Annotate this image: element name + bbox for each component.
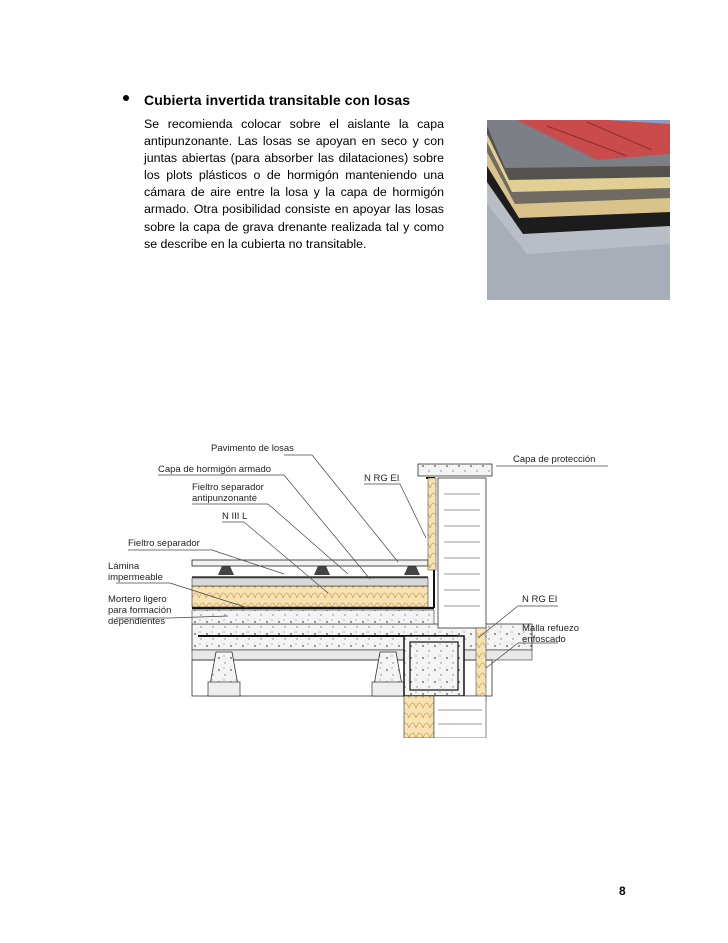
label-nrgei-top: N RG EI [364,473,400,484]
label-fieltro-anti-1: Fieltro separador [192,482,264,493]
label-mortero-1: Mortero ligero [108,594,167,605]
label-fieltro-sep: Fieltro separador [128,538,200,549]
label-lamina-1: Lámina [108,561,140,572]
section-paragraph: Se recomienda colocar sobre el aislante la capa antipunzonante. Las losas se apoyan en seco y con juntas abiertas (para absorber las dilataciones) sobre los plots plásticos o de hormigón manteniendo una cámara de aire entre la losa y la capa de hormigón armado. Otra posibilidad consiste en apoyar las losas sobre la capa de grava drenante realizada tal y como se describe en la cubierta no transitable. [144,117,444,251]
label-fieltro-anti-2: antipunzonante [192,493,257,504]
label-nrgei-right: N RG EI [522,594,558,605]
page-number: 8 [619,884,626,898]
bullet-icon [120,92,130,102]
label-mortero-3: dependientes [108,616,166,627]
label-malla-2: enfoscado [522,634,566,645]
label-mortero-2: para formación [108,605,172,616]
roof-section-diagram [108,438,618,738]
label-hormigon: Capa de hormigón armado [158,464,272,475]
label-pavimento: Pavimento de losas [211,443,294,454]
section-heading: Cubierta invertida transitable con losas [144,92,411,108]
roof-layers-image [487,120,670,300]
label-lamina-2: impermeable [108,572,163,583]
label-n-iii-l: N III L [222,511,248,522]
label-malla-1: Malla refuezo [522,623,580,634]
label-capa-proteccion: Capa de protección [513,454,596,465]
